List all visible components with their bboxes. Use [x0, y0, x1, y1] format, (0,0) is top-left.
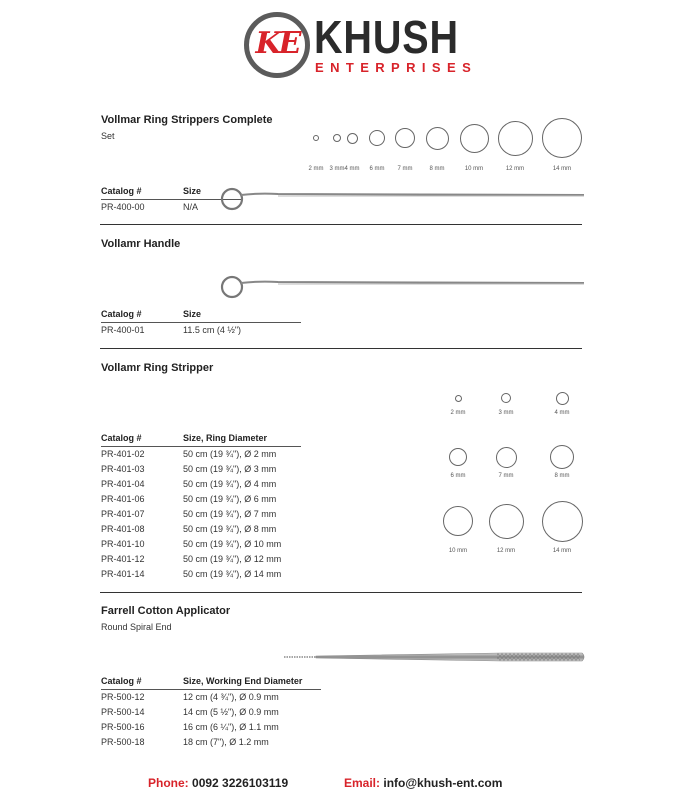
ring-stripper-instrument-image: [218, 184, 588, 214]
table-row: [101, 323, 301, 338]
ring-size-label: 2 mm: [450, 410, 466, 416]
email-address[interactable]: info@khush-ent.com: [383, 776, 503, 790]
ring-size-label: 6 mm: [369, 166, 385, 172]
catalog-size: 50 cm (19 ¾"), Ø 12 mm: [183, 554, 282, 564]
brand-subtitle: ENTERPRISES: [315, 60, 478, 75]
logo-emblem: [244, 12, 310, 78]
catalog-number: PR-401-02: [101, 449, 145, 459]
catalog-number: PR-401-12: [101, 554, 145, 564]
table-row: [101, 462, 301, 477]
catalog-size: 50 cm (19 ¾"), Ø 6 mm: [183, 494, 277, 504]
table-row: [101, 552, 301, 567]
catalog-number: PR-401-10: [101, 539, 145, 549]
catalog-size: 50 cm (19 ¾"), Ø 2 mm: [183, 449, 277, 459]
catalog-size: 11.5 cm (4 ½"): [183, 325, 242, 335]
table-header: [101, 676, 321, 689]
catalog-table: [101, 309, 301, 338]
catalog-number: PR-500-18: [101, 737, 145, 747]
handle-instrument-image: [218, 272, 588, 302]
catalog-number: PR-500-16: [101, 722, 145, 732]
ring-circle: [498, 121, 533, 156]
footer-email: [344, 776, 502, 790]
ring-size-label: 3 mm: [498, 410, 514, 416]
ring-circle: [313, 135, 319, 141]
ring-size-label: 8 mm: [554, 473, 570, 479]
phone-number[interactable]: 0092 3226103119: [192, 776, 289, 790]
header-catalog: Catalog #: [101, 186, 142, 196]
ring-circle: [542, 118, 582, 158]
table-row: [101, 447, 301, 462]
header-size: Size: [183, 186, 202, 196]
section-divider: [100, 224, 582, 225]
catalog-number: PR-400-00: [101, 202, 145, 212]
section-divider: [100, 592, 582, 593]
ring-circle: [369, 130, 385, 146]
catalog-number: PR-400-01: [101, 325, 145, 335]
catalog-number: PR-401-07: [101, 509, 145, 519]
table-row: [101, 720, 321, 735]
ring-circle: [496, 447, 517, 468]
catalog-size: 50 cm (19 ¾"), Ø 3 mm: [183, 464, 277, 474]
catalog-size: 50 cm (19 ¾"), Ø 7 mm: [183, 509, 277, 519]
brand-name: KHUSH: [314, 11, 459, 63]
header-size: Size, Working End Diameter: [183, 676, 303, 686]
catalog-number: PR-401-08: [101, 524, 145, 534]
catalog-number: PR-401-14: [101, 569, 145, 579]
catalog-number: PR-500-14: [101, 707, 145, 717]
ring-size-label: 7 mm: [397, 166, 413, 172]
ring-circle: [347, 133, 358, 144]
table-row: [101, 492, 301, 507]
catalog-size: 14 cm (5 ½"), Ø 0.9 mm: [183, 707, 279, 717]
footer-phone: [148, 776, 288, 790]
table-row: [101, 477, 301, 492]
ring-size-label: 3 mm: [329, 166, 345, 172]
catalog-size: 50 cm (19 ¾"), Ø 10 mm: [183, 539, 282, 549]
catalog-number: PR-500-12: [101, 692, 145, 702]
catalog-number: PR-401-06: [101, 494, 145, 504]
ring-size-label: 10 mm: [448, 548, 468, 554]
section-title: Vollamr Ring Stripper: [101, 362, 214, 374]
logo-monogram: KE: [255, 26, 299, 61]
catalog-size: 50 cm (19 ¾"), Ø 4 mm: [183, 479, 277, 489]
header-size: Size, Ring Diameter: [183, 433, 268, 443]
catalog-table: [101, 676, 321, 750]
ring-circle: [460, 124, 489, 153]
catalog-table: [101, 433, 301, 582]
section-divider: [100, 348, 582, 349]
phone-label: Phone:: [148, 776, 189, 790]
section-title: Farrell Cotton Applicator: [101, 605, 231, 617]
header-catalog: Catalog #: [101, 433, 142, 443]
ring-size-label: 12 mm: [496, 548, 516, 554]
header: [0, 0, 689, 100]
ring-circle: [455, 395, 462, 402]
ring-circle: [542, 501, 583, 542]
section-subtitle: Set: [101, 131, 115, 141]
catalog-size: 50 cm (19 ¾"), Ø 8 mm: [183, 524, 277, 534]
ring-size-label: 6 mm: [450, 473, 466, 479]
ring-circle: [333, 134, 341, 142]
ring-circle: [395, 128, 415, 148]
ring-size-label: 4 mm: [554, 410, 570, 416]
table-row: [101, 567, 301, 582]
table-row: [101, 690, 321, 705]
catalog-number: PR-401-04: [101, 479, 145, 489]
table-row: [101, 522, 301, 537]
table-row: [101, 705, 321, 720]
ring-circle: [489, 504, 524, 539]
ring-circle: [550, 445, 574, 469]
ring-size-label: 8 mm: [429, 166, 445, 172]
cotton-applicator-instrument-image: [282, 646, 588, 668]
catalog-size: 50 cm (19 ¾"), Ø 14 mm: [183, 569, 282, 579]
catalog-number: PR-401-03: [101, 464, 145, 474]
header-catalog: Catalog #: [101, 676, 142, 686]
table-row: [101, 735, 321, 750]
table-row: [101, 507, 301, 522]
section-title: Vollamr Handle: [101, 238, 181, 250]
table-header: [101, 433, 301, 446]
ring-size-label: 14 mm: [552, 166, 572, 172]
table-header: [101, 309, 301, 322]
ring-circle: [556, 392, 569, 405]
ring-circle: [501, 393, 511, 403]
ring-size-label: 10 mm: [464, 166, 484, 172]
catalog-size: N/A: [183, 202, 199, 212]
section-title: Vollmar Ring Strippers Complete: [101, 114, 273, 126]
ring-size-label: 4 mm: [344, 166, 360, 172]
header-size: Size: [183, 309, 202, 319]
ring-circle: [443, 506, 473, 536]
section-subtitle: Round Spiral End: [101, 622, 172, 632]
ring-circle: [426, 127, 449, 150]
ring-size-label: 12 mm: [505, 166, 525, 172]
ring-circle: [449, 448, 467, 466]
catalog-size: 12 cm (4 ¾"), Ø 0.9 mm: [183, 692, 279, 702]
catalog-size: 16 cm (6 ¼"), Ø 1.1 mm: [183, 722, 279, 732]
ring-size-label: 2 mm: [308, 166, 324, 172]
catalog-size: 18 cm (7"), Ø 1.2 mm: [183, 737, 269, 747]
email-label: Email:: [344, 776, 381, 790]
table-row: [101, 537, 301, 552]
ring-size-label: 7 mm: [498, 473, 514, 479]
header-catalog: Catalog #: [101, 309, 142, 319]
ring-size-label: 14 mm: [552, 548, 572, 554]
